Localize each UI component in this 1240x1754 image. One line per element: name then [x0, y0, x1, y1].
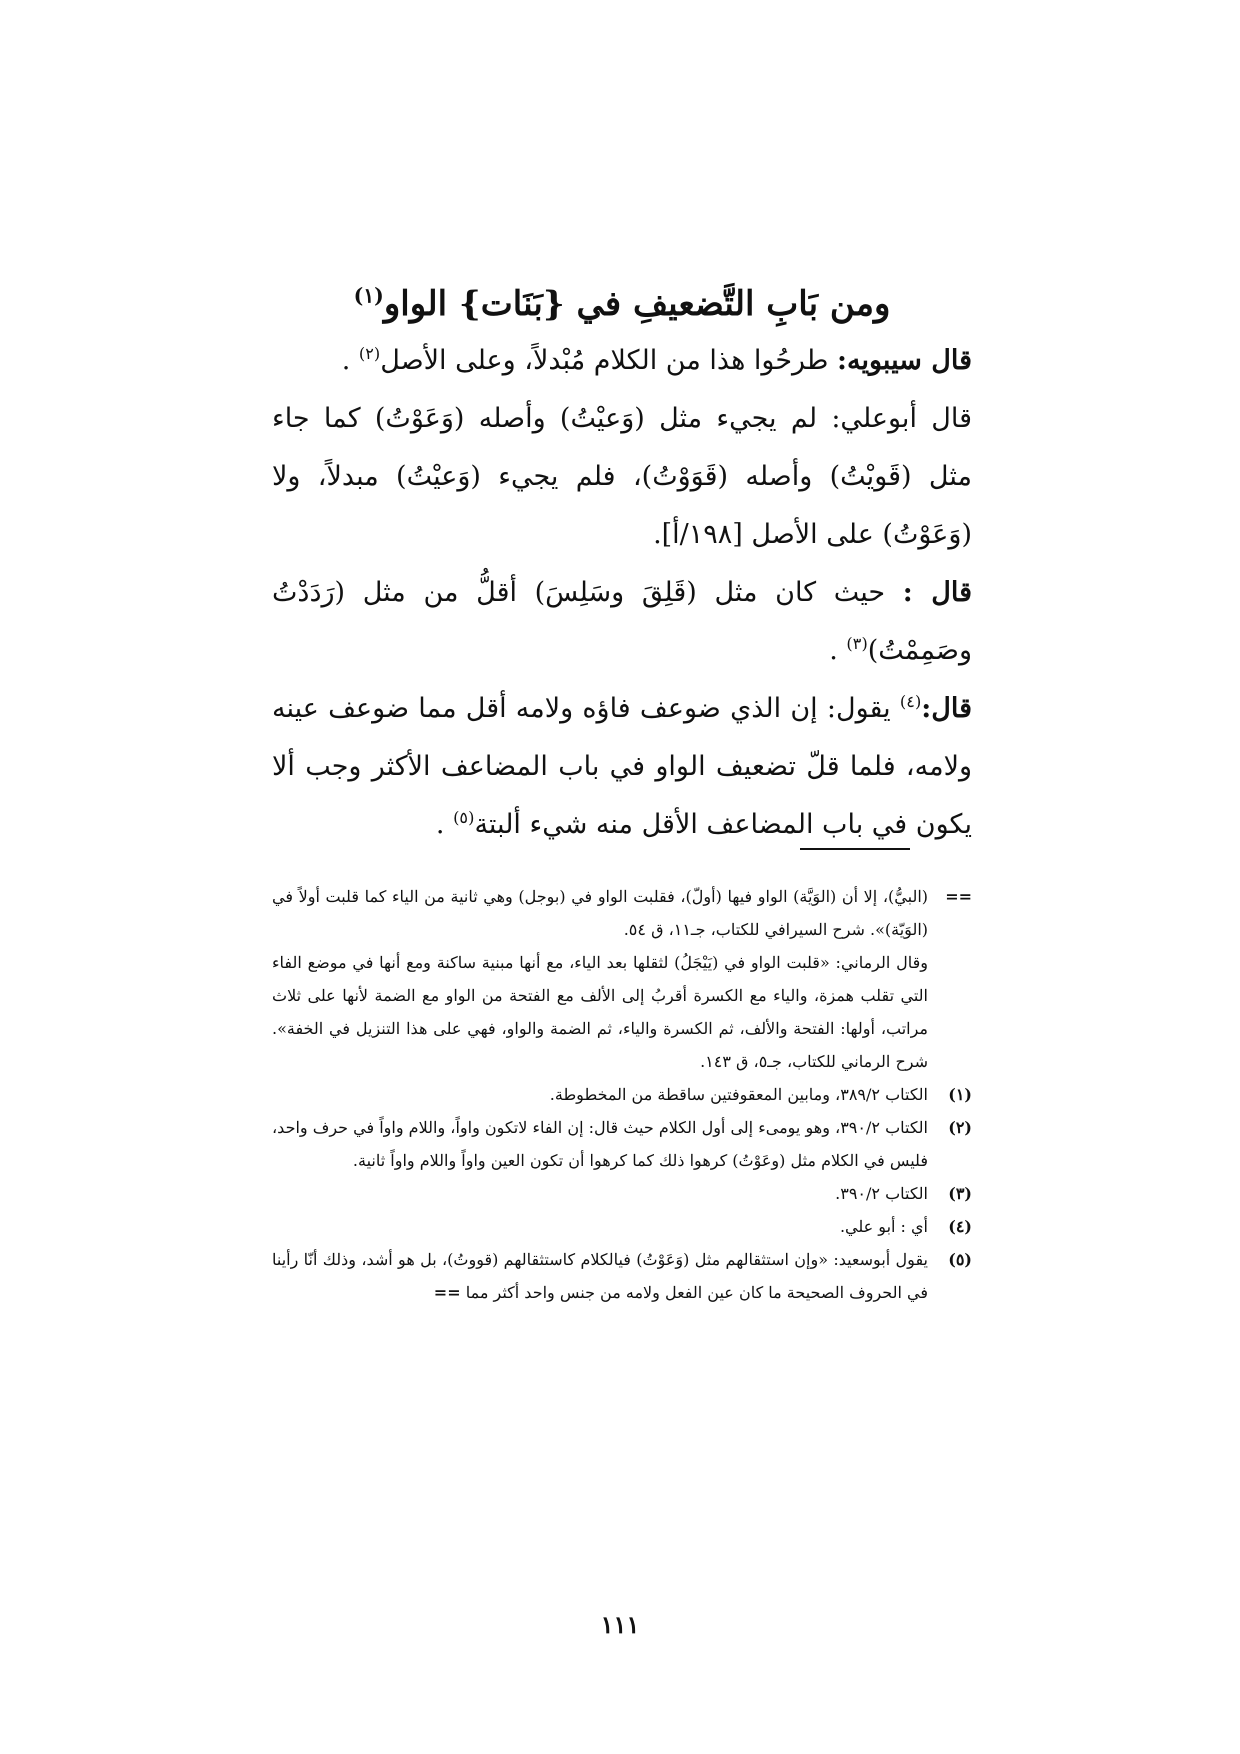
continuation-marker: == — [433, 1283, 461, 1302]
main-text — [272, 280, 972, 854]
chapter-heading-text: ومن بَابِ التَّضعيفِ في {بَنَات} الواو — [383, 284, 891, 324]
continued-footnote-text: (البيُّ)، إلا أن (الوَيَّة) الواو فيها (أولّ)، فقلبت الواو في (بوجل) وهي ثانية من الياء كما قلبت أولاً في (الوَيّة)». شرح السيرافي للكتاب، جـ١١، ق ٥٤. — [272, 887, 928, 939]
footnote-number: (٤) — [948, 1217, 972, 1236]
paragraph-lead: قال : — [902, 577, 972, 608]
paragraph-explanation — [272, 680, 972, 854]
paragraph-tail: . — [341, 345, 359, 376]
footnote-number: (٥) — [948, 1250, 972, 1269]
footnote-divider — [800, 848, 910, 850]
footnote-ref[interactable]: (٣) — [846, 634, 868, 653]
paragraph-text: يقول: إن الذي ضوعف فاؤه ولامه أقل مما ضوعف عينه ولامه، فلما قلّ تضعيف الواو في باب المضاعف الأكثر وجب ألا يكون في باب المضاعف الأقل منه شيء ألبتة — [272, 693, 972, 840]
footnote-number: (٢) — [948, 1118, 972, 1137]
paragraph-qala — [272, 564, 972, 680]
footnote-ref[interactable]: (٥) — [453, 808, 475, 827]
footnote-item — [272, 1210, 972, 1243]
footnote-item — [272, 1243, 972, 1309]
paragraph-abu-ali — [272, 390, 972, 564]
footnotes-section — [272, 880, 972, 1309]
footnote-text: الكتاب ٣٩٠/٢. — [835, 1184, 928, 1203]
footnote-text: أي : أبو علي. — [839, 1217, 928, 1236]
footnote-text: الكتاب ٣٨٩/٢، ومابين المعقوفتين ساقطة من المخطوطة. — [549, 1085, 928, 1104]
paragraph-text: طرحُوا هذا من الكلام مُبْدلاً، وعلى الأصل — [380, 345, 838, 376]
continued-footnote — [272, 880, 972, 946]
footnote-number: (١) — [948, 1085, 972, 1104]
continuation-marker: == — [945, 887, 972, 906]
paragraph-tail: . — [435, 809, 454, 840]
footnote-item — [272, 1111, 972, 1177]
paragraph-text: قال أبوعلي: لم يجيء مثل (وَعيْتُ) وأصله (وَعَوْتُ) كما جاء مثل (قَويْتُ) وأصله (قَوَوْتُ)، فلم يجيء (وَعيْتُ) مبدلاً، ولا (وَعَوْتُ) على الأصل [١٩٨/أ]. — [272, 403, 972, 550]
footnote-ref[interactable]: (٤) — [899, 692, 922, 711]
footnote-number: (٣) — [948, 1184, 972, 1203]
page-number: ١١١ — [600, 1610, 640, 1639]
footnote-item — [272, 1177, 972, 1210]
chapter-heading — [272, 280, 972, 328]
paragraph-tail: . — [829, 635, 847, 666]
paragraph-lead: قال: — [921, 693, 972, 724]
paragraph-lead: قال سيبويه: — [837, 345, 972, 376]
footnote-text: الكتاب ٣٩٠/٢، وهو يومىء إلى أول الكلام حيث قال: إن الفاء لاتكون واواً، واللام واواً في حرف واحد، فليس في الكلام مثل (وعَوْتُ) كرهوا ذلك كما كرهوا أن تكون العين واواً واللام واواً ثانية. — [272, 1118, 928, 1170]
footnote-text — [272, 1243, 928, 1309]
footnote-item — [272, 1078, 972, 1111]
footnote-ref[interactable]: (٢) — [358, 344, 381, 363]
paragraph-sibawayh — [272, 332, 972, 390]
footnote-body: يقول أبوسعيد: «وإن استثقالهم مثل (وَعَوْتُ) فيالكلام كاستثقالهم (قووتُ)، بل هو أشد، وذلك أنّا رأينا في الحروف الصحيحة ما كان عين الفعل ولامه من جنس واحد أكثر مما — [272, 1250, 928, 1302]
footnote-ref[interactable]: (١) — [353, 283, 384, 308]
continued-footnote-text: وقال الرماني: «قلبت الواو في (يَيْجَلُ) لثقلها بعد الياء، مع أنها مبنية ساكنة ومع أنها في موضع الفاء التي تقلب همزة، والياء مع الكسرة أقربُ إلى الألف مع الفتحة من الواو مع الضمة لأنها على ثلاث مراتب، أولها: الفتحة والألف، ثم الكسرة والياء، ثم الضمة والواو، فهي على هذا التنزيل في الخفة». شرح الرماني للكتاب، جـ٥، ق ١٤٣. — [272, 953, 929, 1071]
paragraph-text: حيث كان مثل (قَلِقَ وسَلِسَ) أقلُّ من مثل (رَدَدْتُ وصَمِمْتُ) — [272, 577, 972, 666]
